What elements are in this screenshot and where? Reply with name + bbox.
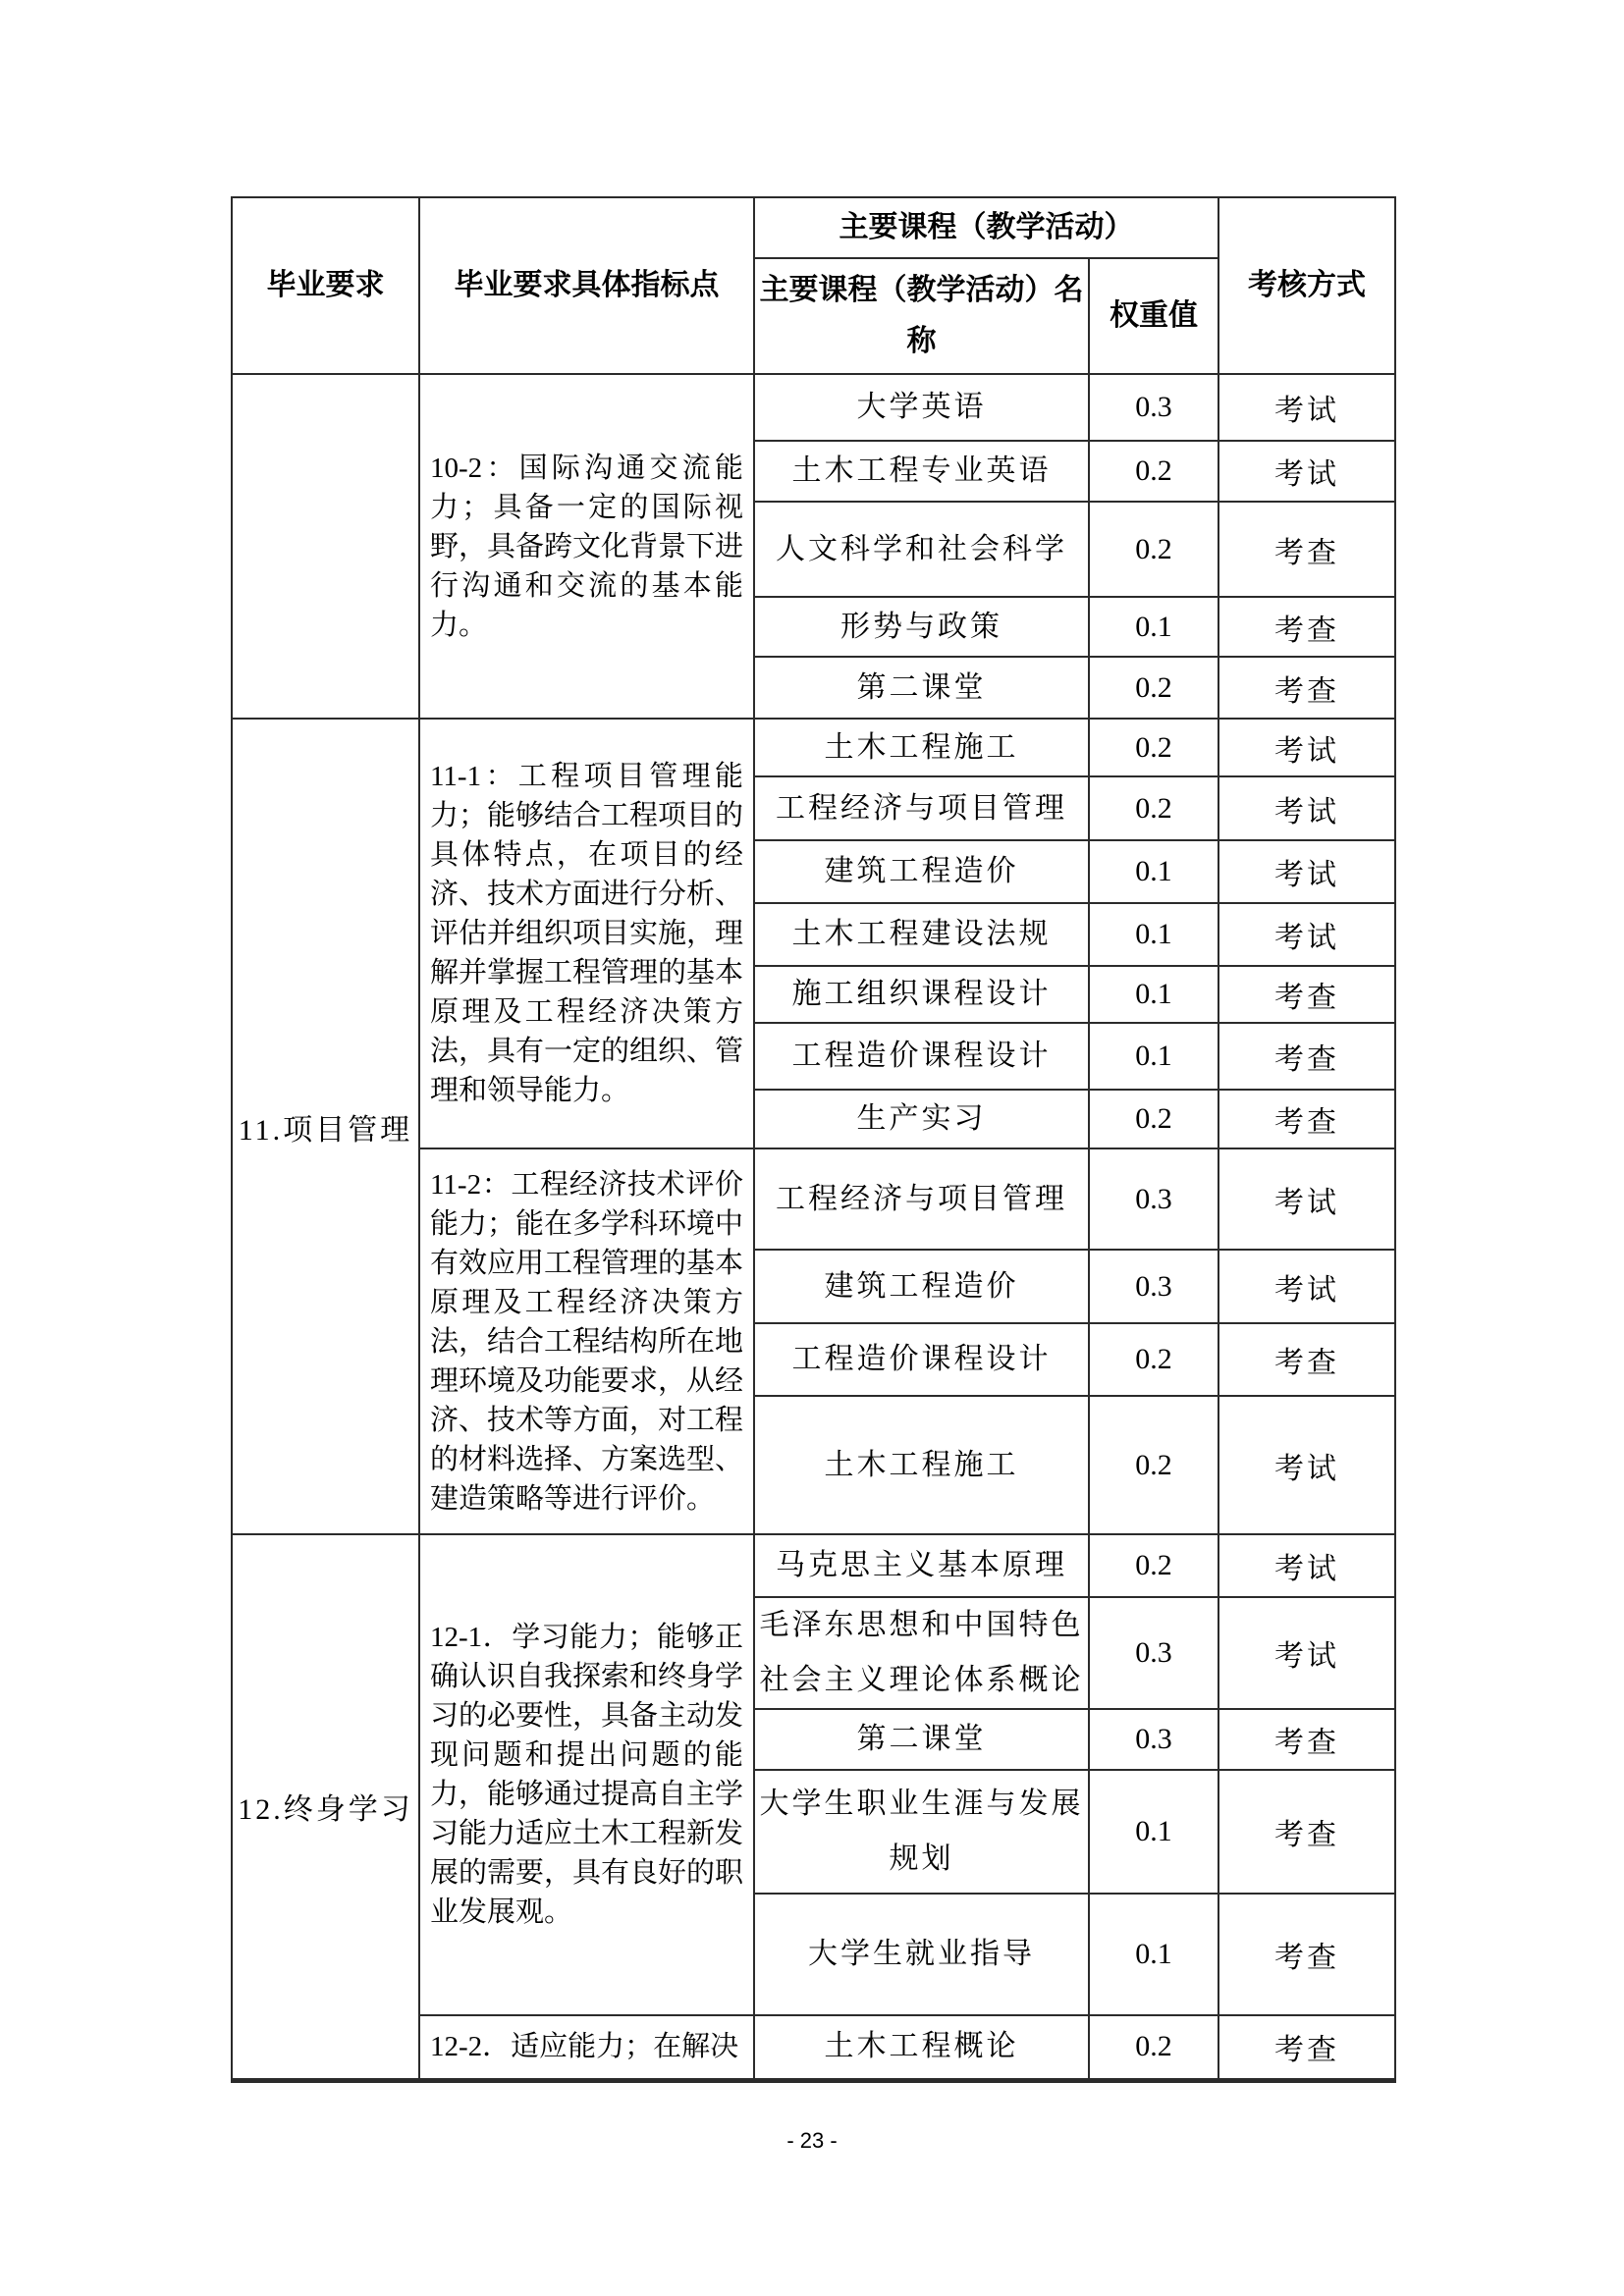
course-name-cell: 土木工程建设法规 xyxy=(754,903,1089,966)
course-name-cell: 形势与政策 xyxy=(754,597,1089,657)
method-cell: 考查 xyxy=(1218,1770,1395,1894)
curriculum-matrix-table xyxy=(231,196,1396,2083)
method-cell: 考查 xyxy=(1218,502,1395,597)
course-name-cell: 毛泽东思想和中国特色社会主义理论体系概论 xyxy=(754,1597,1089,1709)
weight-cell: 0.1 xyxy=(1089,840,1218,903)
weight-cell: 0.1 xyxy=(1089,1770,1218,1894)
course-name-cell: 人文科学和社会科学 xyxy=(754,502,1089,597)
method-cell: 考查 xyxy=(1218,1023,1395,1090)
table-header-row xyxy=(232,197,1395,258)
method-cell: 考试 xyxy=(1218,1396,1395,1534)
weight-cell: 0.1 xyxy=(1089,1023,1218,1090)
course-name-cell: 大学英语 xyxy=(754,374,1089,441)
table-row xyxy=(232,374,1395,441)
course-name-cell: 土木工程施工 xyxy=(754,719,1089,776)
method-cell: 考试 xyxy=(1218,1597,1395,1709)
method-cell: 考查 xyxy=(1218,597,1395,657)
indicator-cell: 12-1．学习能力；能够正确认识自我探索和终身学习的必要性，具备主动发现问题和提出问题的能力，能够通过提高自主学习能力适应土木工程新发展的需要，具有良好的职业发展观。 xyxy=(419,1534,754,2015)
method-cell: 考试 xyxy=(1218,840,1395,903)
course-name-cell: 土木工程概论 xyxy=(754,2015,1089,2080)
weight-cell: 0.2 xyxy=(1089,657,1218,719)
weight-cell: 0.3 xyxy=(1089,374,1218,441)
header-graduation-requirement: 毕业要求 xyxy=(232,197,419,374)
method-cell: 考查 xyxy=(1218,1709,1395,1770)
indicator-cell: 12-2．适应能力；在解决 xyxy=(419,2015,754,2080)
method-cell: 考试 xyxy=(1218,776,1395,840)
method-cell: 考试 xyxy=(1218,1534,1395,1597)
weight-cell: 0.1 xyxy=(1089,966,1218,1023)
table-row xyxy=(232,1534,1395,1597)
weight-cell: 0.2 xyxy=(1089,1396,1218,1534)
course-name-cell: 建筑工程造价 xyxy=(754,1250,1089,1323)
weight-cell: 0.2 xyxy=(1089,2015,1218,2080)
header-course-name: 主要课程（教学活动）名称 xyxy=(754,258,1089,374)
requirement-cell xyxy=(232,374,419,719)
weight-cell: 0.2 xyxy=(1089,1323,1218,1396)
weight-cell: 0.3 xyxy=(1089,1148,1218,1250)
weight-cell: 0.1 xyxy=(1089,903,1218,966)
course-name-cell: 工程造价课程设计 xyxy=(754,1023,1089,1090)
course-name-cell: 第二课堂 xyxy=(754,657,1089,719)
course-name-cell: 生产实习 xyxy=(754,1090,1089,1148)
indicator-cell: 11-2：工程经济技术评价能力；能在多学科环境中有效应用工程管理的基本原理及工程经济决策方法，结合工程结构所在地理环境及功能要求，从经济、技术等方面，对工程的材料选择、方案选型、建造策略等进行评价。 xyxy=(419,1148,754,1534)
course-name-cell: 土木工程专业英语 xyxy=(754,441,1089,502)
method-cell: 考查 xyxy=(1218,657,1395,719)
requirement-cell: 12.终身学习 xyxy=(232,1534,419,2080)
course-name-cell: 施工组织课程设计 xyxy=(754,966,1089,1023)
indicator-cell: 11-1：工程项目管理能力；能够结合工程项目的具体特点，在项目的经济、技术方面进行分析、评估并组织项目实施，理解并掌握工程管理的基本原理及工程经济决策方法，具有一定的组织、管理和领导能力。 xyxy=(419,719,754,1148)
weight-cell: 0.3 xyxy=(1089,1597,1218,1709)
course-name-cell: 工程经济与项目管理 xyxy=(754,1148,1089,1250)
course-name-cell: 土木工程施工 xyxy=(754,1396,1089,1534)
method-cell: 考试 xyxy=(1218,374,1395,441)
course-name-cell: 马克思主义基本原理 xyxy=(754,1534,1089,1597)
header-method: 考核方式 xyxy=(1218,197,1395,374)
weight-cell: 0.2 xyxy=(1089,441,1218,502)
weight-cell: 0.3 xyxy=(1089,1709,1218,1770)
weight-cell: 0.2 xyxy=(1089,1534,1218,1597)
header-courses-group: 主要课程（教学活动） xyxy=(754,197,1218,258)
weight-cell: 0.2 xyxy=(1089,502,1218,597)
course-name-cell: 第二课堂 xyxy=(754,1709,1089,1770)
method-cell: 考查 xyxy=(1218,1894,1395,2015)
method-cell: 考查 xyxy=(1218,2015,1395,2080)
method-cell: 考查 xyxy=(1218,1323,1395,1396)
method-cell: 考查 xyxy=(1218,966,1395,1023)
weight-cell: 0.2 xyxy=(1089,1090,1218,1148)
header-weight: 权重值 xyxy=(1089,258,1218,374)
method-cell: 考试 xyxy=(1218,719,1395,776)
course-name-cell: 工程造价课程设计 xyxy=(754,1323,1089,1396)
method-cell: 考试 xyxy=(1218,903,1395,966)
weight-cell: 0.2 xyxy=(1089,719,1218,776)
course-name-cell: 大学生职业生涯与发展规划 xyxy=(754,1770,1089,1894)
indicator-cell: 10-2：国际沟通交流能力；具备一定的国际视野，具备跨文化背景下进行沟通和交流的基本能力。 xyxy=(419,374,754,719)
weight-cell: 0.1 xyxy=(1089,1894,1218,2015)
method-cell: 考查 xyxy=(1218,1090,1395,1148)
header-indicator: 毕业要求具体指标点 xyxy=(419,197,754,374)
method-cell: 考试 xyxy=(1218,1148,1395,1250)
weight-cell: 0.3 xyxy=(1089,1250,1218,1323)
weight-cell: 0.1 xyxy=(1089,597,1218,657)
course-name-cell: 建筑工程造价 xyxy=(754,840,1089,903)
requirement-cell: 11.项目管理 xyxy=(232,719,419,1534)
method-cell: 考试 xyxy=(1218,441,1395,502)
course-name-cell: 大学生就业指导 xyxy=(754,1894,1089,2015)
weight-cell: 0.2 xyxy=(1089,776,1218,840)
course-name-cell: 工程经济与项目管理 xyxy=(754,776,1089,840)
table-row xyxy=(232,719,1395,776)
page-number: - 23 - xyxy=(786,2128,838,2153)
method-cell: 考试 xyxy=(1218,1250,1395,1323)
